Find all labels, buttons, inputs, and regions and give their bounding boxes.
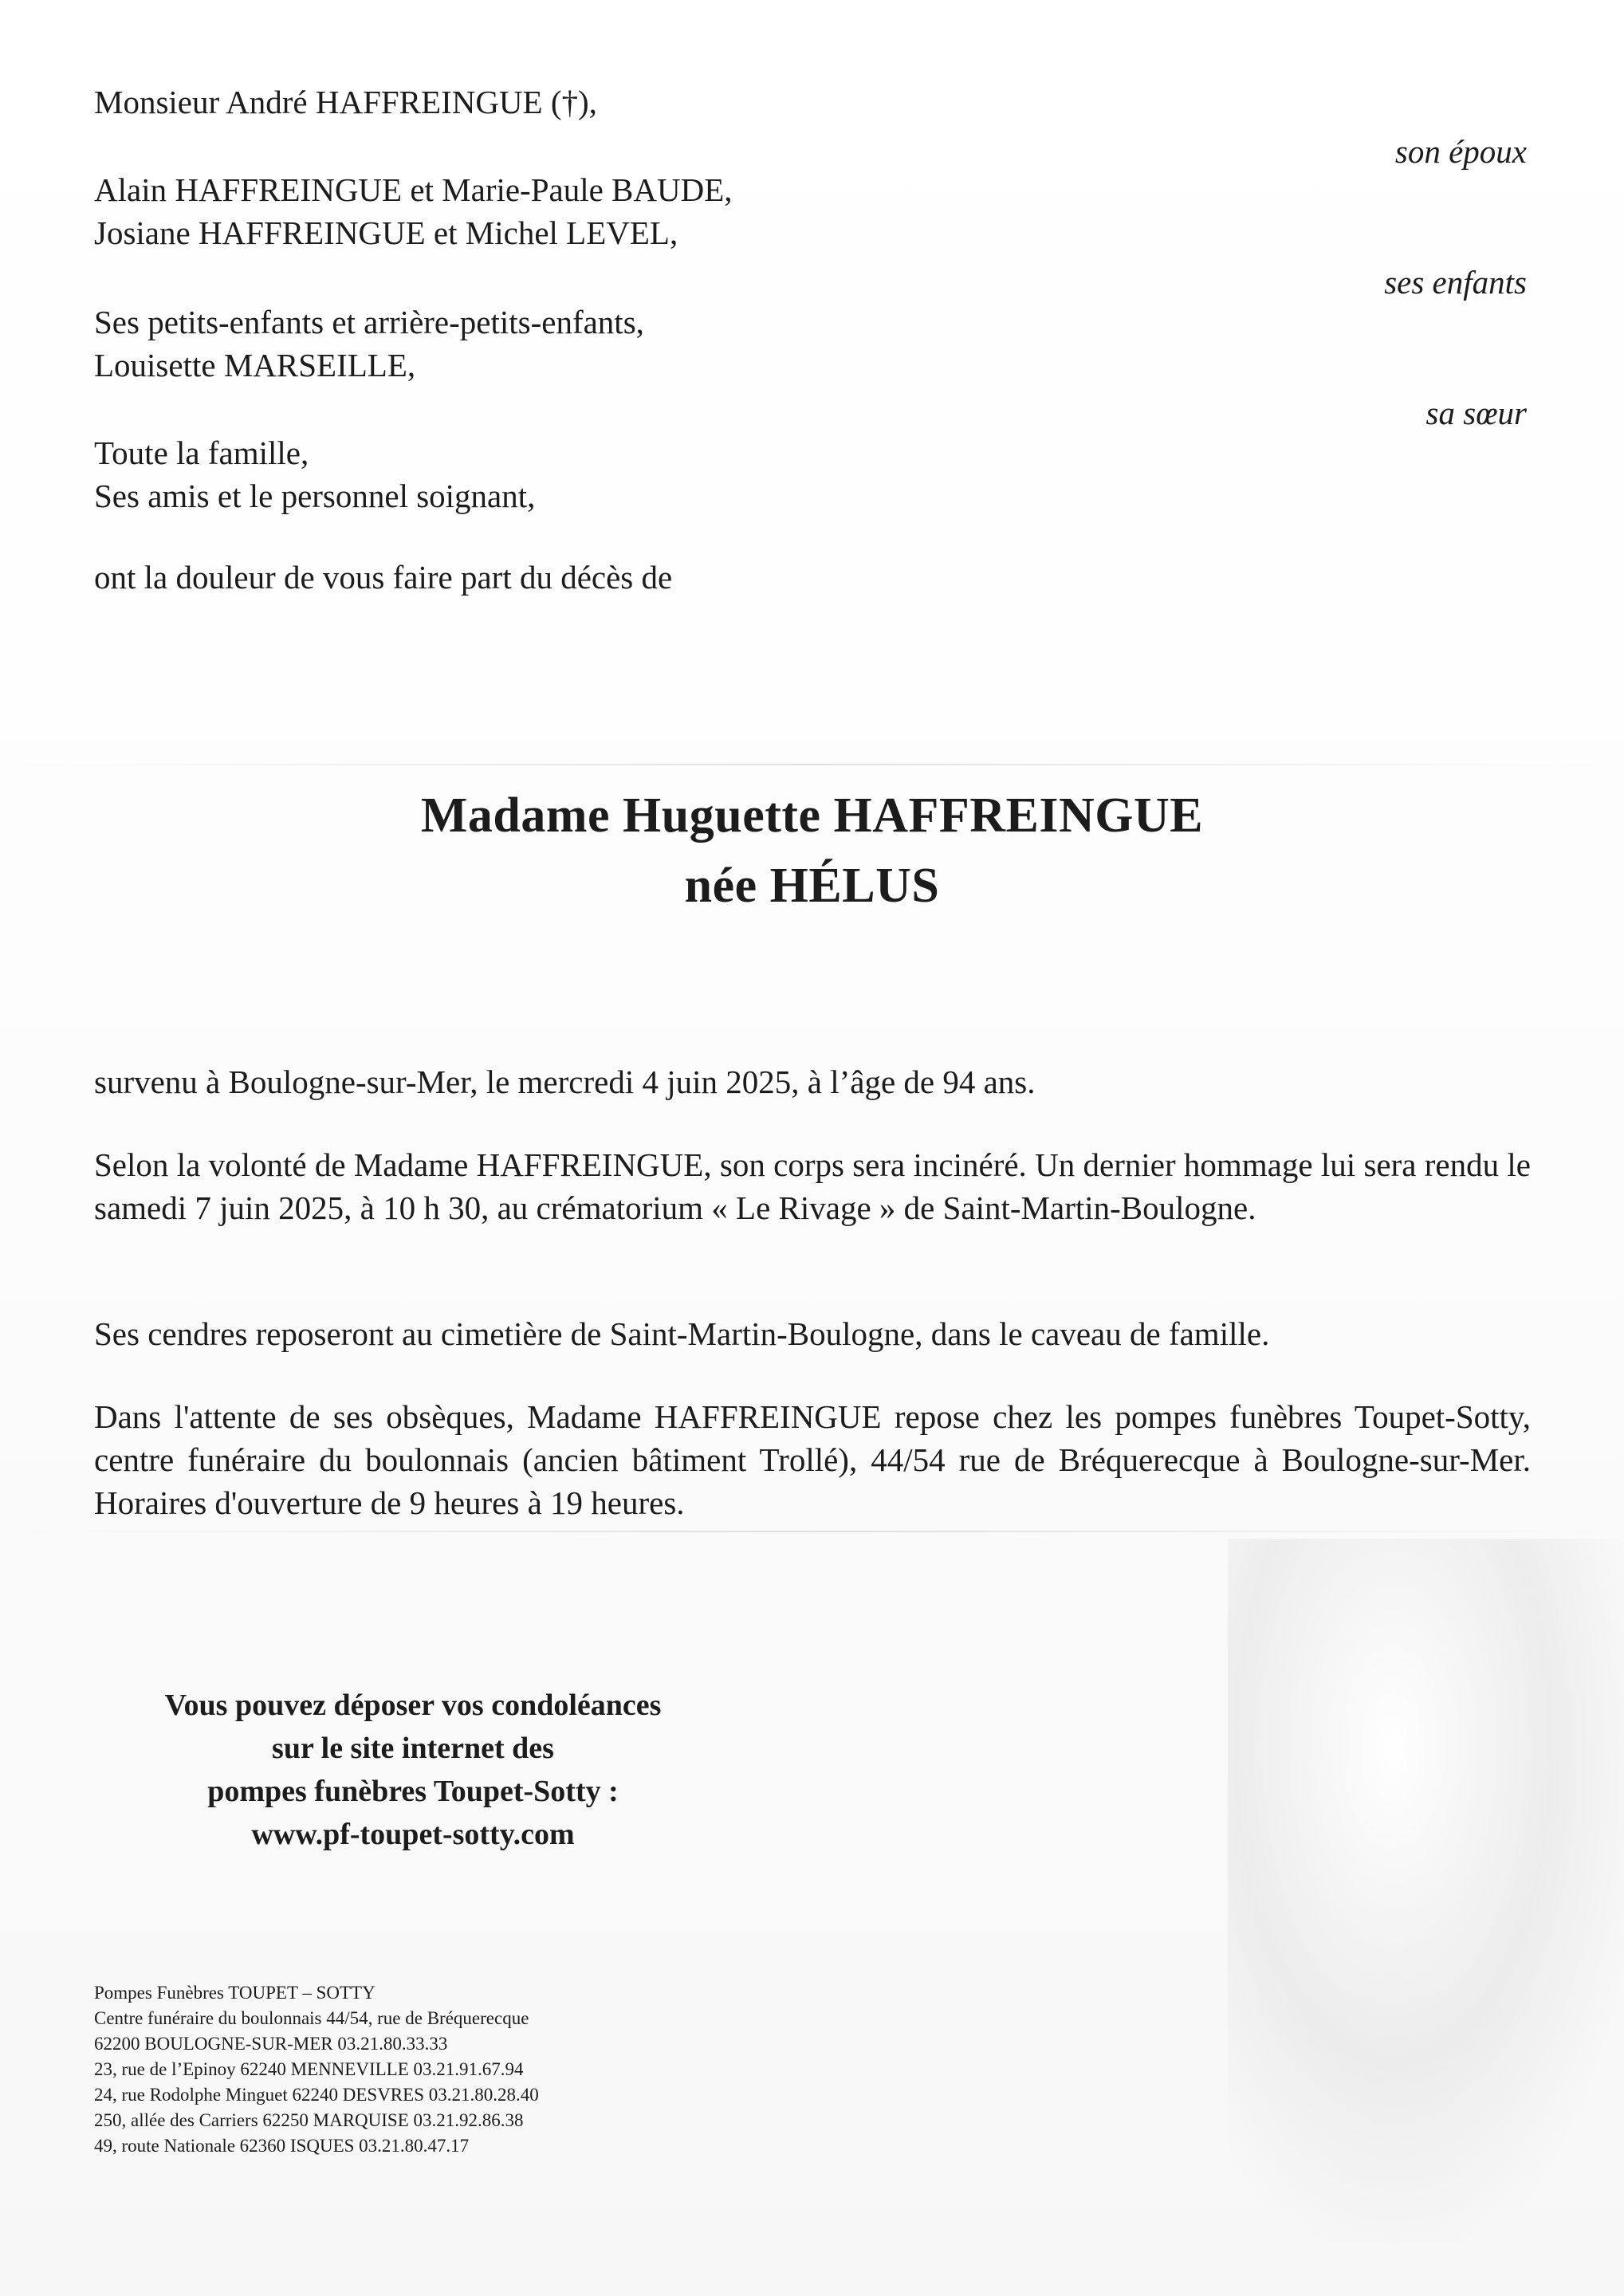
family-line-sister: Louisette MARSEILLE,: [94, 347, 416, 383]
footer-line: 250, allée des Carriers 62250 MARQUISE 03.21.92.86.38: [94, 2110, 524, 2130]
condolences-block: [94, 1684, 732, 1856]
footer-line: 24, rue Rodolphe Minguet 62240 DESVRES 03.21.80.28.40: [94, 2085, 539, 2105]
family-line-grandchildren: Ses petits-enfants et arrière-petits-enfants,: [94, 304, 644, 340]
family-line-friends: Ses amis et le personnel soignant,: [94, 478, 536, 514]
ashes-paragraph: Ses cendres reposeront au cimetière de Saint-Martin-Boulogne, dans le caveau de famille.: [94, 1315, 1270, 1352]
condolences-line-2: sur le site internet des: [272, 1732, 554, 1765]
death-date-paragraph: survenu à Boulogne-sur-Mer, le mercredi 4 juin 2025, à l’âge de 94 ans.: [94, 1063, 1036, 1100]
footer-line: 62200 BOULOGNE-SUR-MER 03.21.80.33.33: [94, 2034, 448, 2054]
ceremony-paragraph: Selon la volonté de Madame HAFFREINGUE, son corps sera incinéré. Un dernier hommage lui sera rendu le samedi 7 juin 2025, à 10 h 30, au crématorium « Le Rivage » de Saint-Martin-Boulogne.: [94, 1146, 1531, 1226]
condolences-line-1: Vous pouvez déposer vos condoléances: [164, 1689, 662, 1722]
footer-line: Pompes Funèbres TOUPET – SOTTY: [94, 1983, 376, 2003]
candle-background-image: [1228, 1539, 1624, 2240]
deceased-name: Madame Huguette HAFFREINGUE: [420, 788, 1204, 843]
condolences-line-3: pompes funèbres Toupet-Sotty :: [207, 1775, 619, 1808]
family-line-children-1: Alain HAFFREINGUE et Marie-Paule BAUDE,: [94, 171, 733, 208]
family-line-family: Toute la famille,: [94, 434, 309, 471]
condolences-website-link[interactable]: www.pf-toupet-sotty.com: [251, 1818, 575, 1851]
footer-line: 49, route Nationale 62360 ISQUES 03.21.80.47.17: [94, 2136, 470, 2156]
role-soeur: sa sœur: [1425, 395, 1527, 431]
funeral-home-paragraph: Dans l'attente de ses obsèques, Madame HAFFREINGUE repose chez les pompes funèbres Toupet-Sotty, centre funéraire du boulonnais (ancien bâtiment Trollé), 44/54 rue de Bréquerecque à Boulogne-sur-Mer. Horaires d'ouverture de 9 heures à 19 heures.: [94, 1398, 1531, 1521]
footer-line: 23, rue de l’Epinoy 62240 MENNEVILLE 03.21.91.67.94: [94, 2059, 524, 2079]
funeral-home-footer: [94, 1980, 539, 2159]
family-line-husband: Monsieur André HAFFREINGUE (†),: [94, 84, 597, 120]
role-epoux: son époux: [1394, 133, 1527, 170]
paper-fold-line: [0, 764, 1624, 765]
paper-fold-line: [0, 1531, 1624, 1532]
footer-line: Centre funéraire du boulonnais 44/54, rue de Bréquerecque: [94, 2008, 529, 2028]
announcement-line: ont la douleur de vous faire part du décès de: [94, 559, 673, 596]
family-line-children-2: Josiane HAFFREINGUE et Michel LEVEL,: [94, 214, 678, 251]
role-enfants: ses enfants: [1384, 264, 1527, 301]
deceased-birth-name: née HÉLUS: [684, 859, 940, 913]
